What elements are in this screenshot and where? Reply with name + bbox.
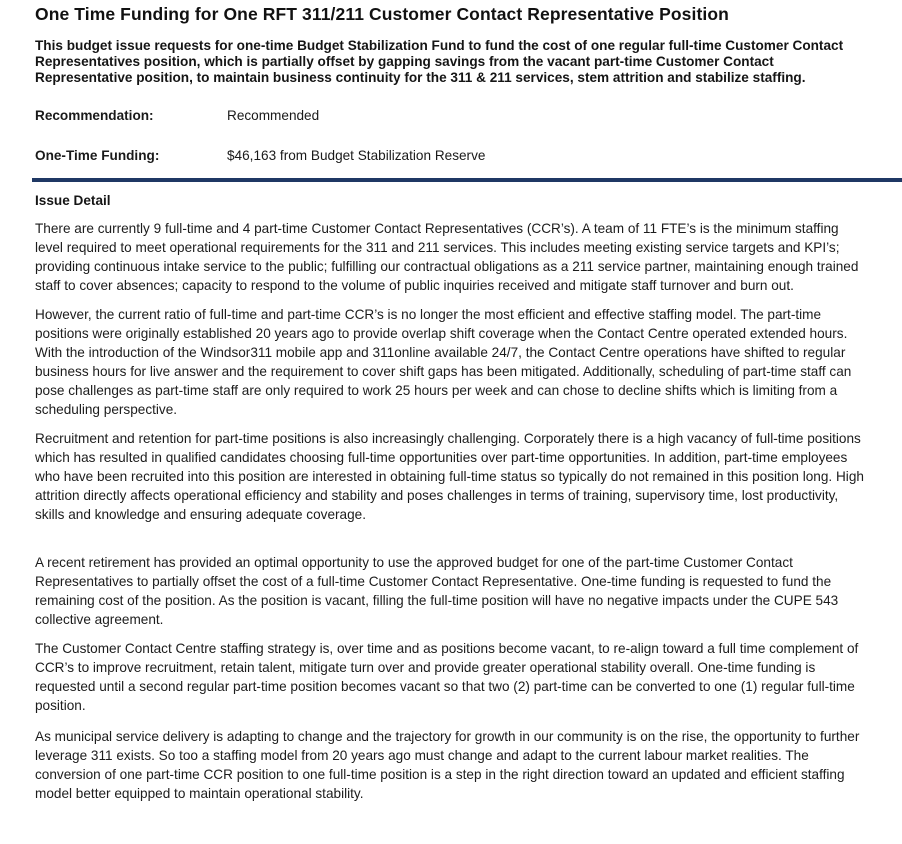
body-paragraph-4: A recent retirement has provided an optimal opportunity to use the approved budget for one of the part-time Customer Contact Representatives to partially offset the cost of a full-time Customer Contact Representative. One-time funding is requested to fund the remaining cost of the position. As the position is vacant, filling the full-time position will have no negative impacts under the CUPE 543 collective agreement. <box>35 555 839 627</box>
section-divider <box>32 178 902 182</box>
one-time-funding-label: One-Time Funding: <box>35 148 160 163</box>
recommendation-value: Recommended <box>227 108 320 123</box>
body-paragraph-5: The Customer Contact Centre staffing strategy is, over time and as positions become vacant, to re-align toward a full time complement of CCR’s to improve recruitment, retain talent, mitigate turn over and provide greater operational stability overall. One-time funding is requested until a second regular part-time position becomes vacant so that two (2) part-time can be converted to one (1) regular full-time position. <box>35 641 859 713</box>
one-time-funding-row <box>35 148 867 164</box>
summary-paragraph: This budget issue requests for one-time Budget Stabilization Fund to fund the cost of one regular full-time Customer Contact Representatives position, which is partially offset by gapping savings from the vacant part-time Customer Contact Representative position, to maintain business continuity for the 311 & 211 services, stem attrition and stabilize staffing. <box>35 38 844 85</box>
recommendation-label: Recommendation: <box>35 108 154 123</box>
issue-detail-heading: Issue Detail <box>35 193 111 208</box>
body-paragraph-1: There are currently 9 full-time and 4 part-time Customer Contact Representatives (CCR’s). A team of 11 FTE’s is the minimum staffing level required to meet operational requirements for the 311 and 211 services. This includes meeting existing service targets and KPI’s; providing continuous intake service to the public; fulfilling our contractual obligations as a 211 service partner, maintaining enough trained staff to cover absences; capacity to respond to the volume of public inquiries received and mitigate staff turnover and burn out. <box>35 221 859 293</box>
body-paragraph-2: However, the current ratio of full-time and part-time CCR’s is no longer the most efficient and effective staffing model. The part-time positions were originally established 20 years ago to provide overlap shift coverage when the Contact Centre operated extended hours. With the introduction of the Windsor311 mobile app and 311online available 24/7, the Contact Centre operations have shifted to regular business hours for live answer and the requirement to cover shift gaps has been mitigated. Additionally, scheduling of part-time staff can pose challenges as part-time staff are only required to work 25 hours per week and can chose to decline shifts which is limiting from a scheduling perspective. <box>35 307 852 417</box>
recommendation-row <box>35 108 867 124</box>
page-title: One Time Funding for One RFT 311/211 Customer Contact Representative Position <box>35 4 729 24</box>
recommendation-fields <box>35 108 867 164</box>
body-paragraph-6: As municipal service delivery is adapting to change and the trajectory for growth in our community is on the rise, the opportunity to further leverage 311 exists. So too a staffing model from 20 years ago must change and adapt to the current labour market realities. The conversion of one part-time CCR position to one full-time position is a step in the right direction toward an updated and efficient staffing model better equipped to maintain operational stability. <box>35 729 860 801</box>
budget-issue-document <box>0 4 902 844</box>
body-paragraph-3: Recruitment and retention for part-time positions is also increasingly challenging. Corporately there is a high vacancy of full-time positions which has resulted in qualified candidates choosing full-time opportunities over part-time opportunities. In addition, part-time employees who have been recruited into this position are interested in obtaining full-time status so typically do not remained in this position long. High attrition directly affects operational efficiency and stability and poses challenges in terms of training, supervisory time, lost productivity, skills and knowledge and ensuring adequate coverage. <box>35 431 864 522</box>
one-time-funding-value: $46,163 from Budget Stabilization Reserve <box>227 148 486 163</box>
